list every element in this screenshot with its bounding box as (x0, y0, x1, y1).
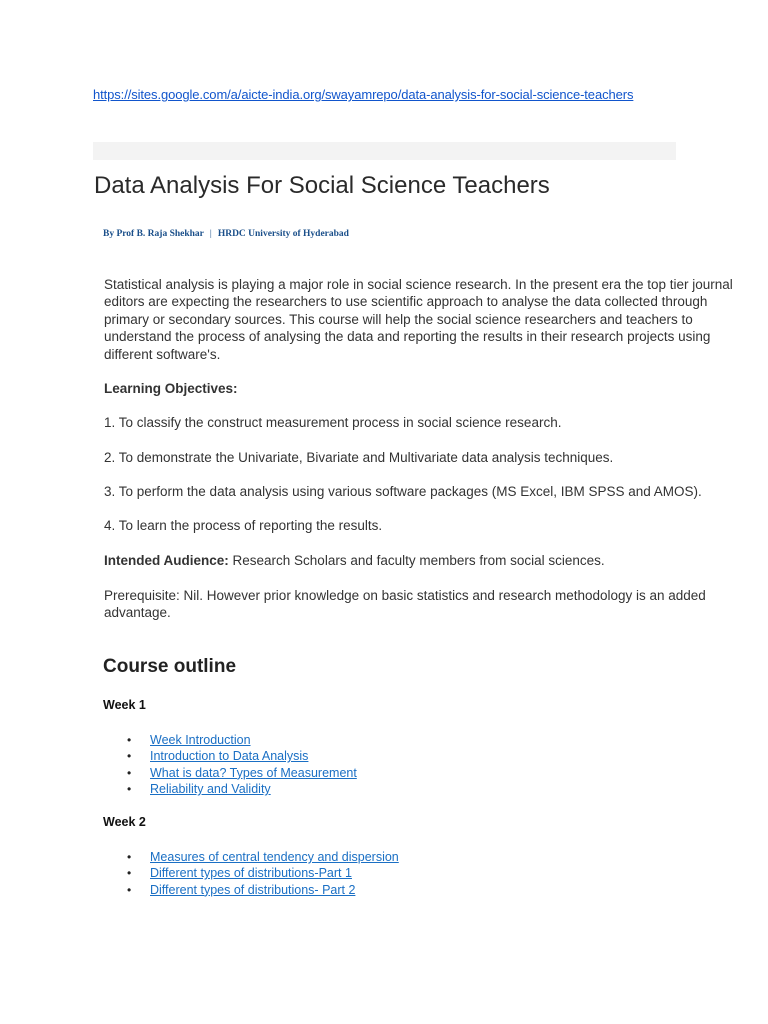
learning-objectives-heading: Learning Objectives: (104, 381, 238, 396)
byline-separator: | (209, 229, 212, 239)
lesson-link[interactable]: Different types of distributions- Part 2 (150, 882, 356, 897)
intended-audience (104, 552, 740, 569)
lesson-link[interactable]: Week Introduction (150, 733, 251, 747)
intended-audience-text: Research Scholars and faculty members from social sciences. (228, 553, 605, 568)
bullet-icon: • (127, 733, 132, 747)
lesson-link[interactable]: Reliability and Validity (150, 782, 271, 797)
byline-institution: HRDC University of Hyderabad (217, 229, 349, 239)
course-outline-heading: Course outline (103, 656, 237, 677)
lesson-link[interactable]: Measures of central tendency and dispersion (150, 850, 399, 864)
lesson-link[interactable]: Different types of distributions-Part 1 (150, 866, 352, 881)
bullet-icon: • (127, 782, 132, 797)
bullet-icon: • (127, 882, 132, 897)
prerequisite-paragraph: Prerequisite: Nil. However prior knowledge on basic statistics and research methodology is an added advantage. (104, 588, 706, 621)
bullet-icon: • (127, 850, 132, 864)
lesson-link[interactable]: Introduction to Data Analysis (150, 749, 309, 764)
objective-item: 1. To classify the construct measurement process in social science research. (104, 415, 562, 430)
objective-item: 2. To demonstrate the Univariate, Bivariate and Multivariate data analysis techniques. (104, 450, 614, 465)
byline-author: By Prof B. Raja Shekhar (103, 229, 204, 239)
intro-paragraph: Statistical analysis is playing a major role in social science research. In the present era the top tier journal editors are expecting the researchers to use scientific approach to analyse the data collected through primary or secondary sources. This course will help the social science researchers and teachers to understand the process of analysing the data and reporting the results in their research projects using different software's. (104, 277, 733, 362)
bullet-icon: • (127, 749, 132, 764)
objective-item: 3. To perform the data analysis using various software packages (MS Excel, IBM SPSS and AMOS). (104, 484, 702, 499)
page-title: Data Analysis For Social Science Teachers (94, 172, 550, 199)
objective-item: 4. To learn the process of reporting the results. (104, 518, 383, 533)
week-2-heading: Week 2 (103, 815, 146, 829)
week-1-heading: Week 1 (103, 698, 146, 712)
gray-divider-bar (93, 142, 676, 160)
intended-audience-label: Intended Audience: (104, 553, 229, 568)
bullet-icon: • (127, 866, 132, 881)
byline (103, 229, 349, 239)
source-url-link[interactable]: https://sites.google.com/a/aicte-india.org/swayamrepo/data-analysis-for-social-science-teachers (93, 87, 634, 102)
lesson-link[interactable]: What is data? Types of Measurement (150, 765, 357, 780)
bullet-icon: • (127, 765, 132, 780)
